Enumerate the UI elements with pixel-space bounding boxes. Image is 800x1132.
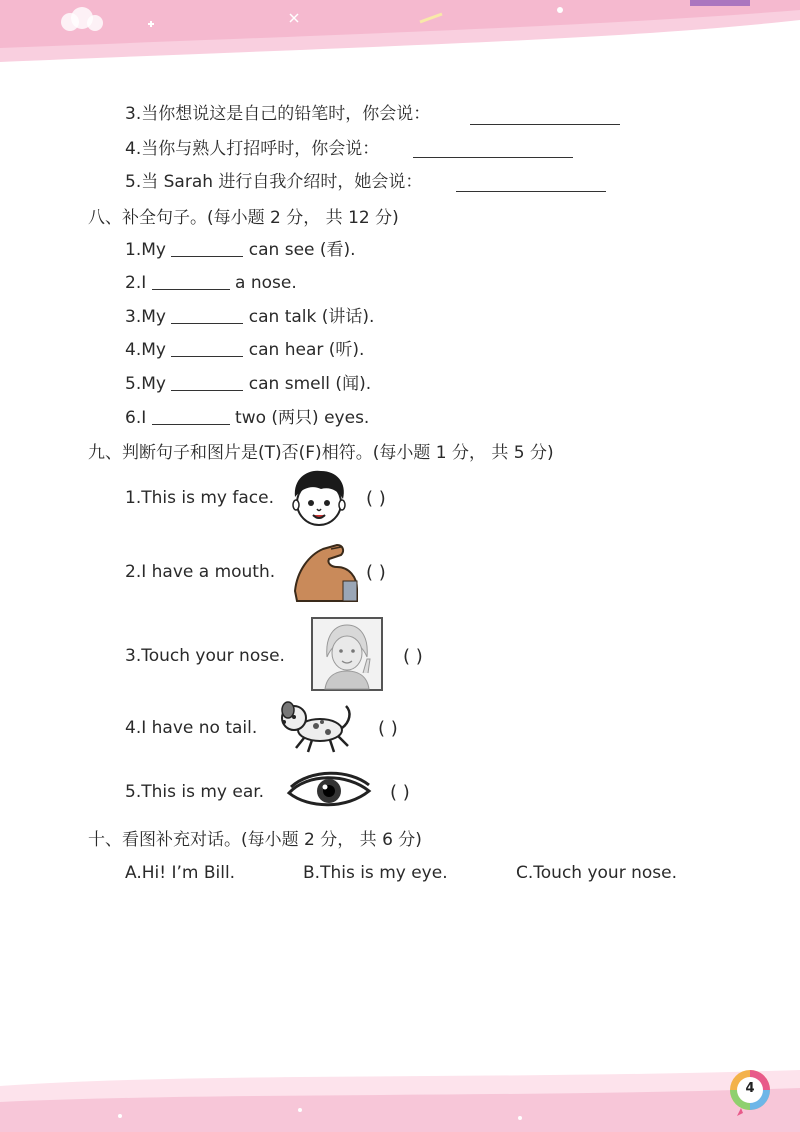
judge-answer-1[interactable]: ( ) xyxy=(366,488,386,509)
answer-blank-5[interactable] xyxy=(456,172,606,192)
fill-blank-3[interactable] xyxy=(171,305,243,324)
section-9-heading: 九、判断句子和图片是(T)否(F)相符。(每小题 1 分， 共 5 分) xyxy=(88,443,554,463)
section-8-heading: 八、补全句子。(每小题 2 分， 共 12 分) xyxy=(88,208,399,228)
question-5-text: 5.当 Sarah 进行自我介绍时，她会说： xyxy=(125,172,423,192)
fill-item-3 xyxy=(125,305,374,328)
dialog-option-c: C.Touch your nose. xyxy=(516,863,677,883)
fill-item-2-num: 2.I xyxy=(125,273,147,293)
fill-item-6-num: 6.I xyxy=(125,408,147,428)
answer-blank-3[interactable] xyxy=(470,105,620,125)
judge-answer-3[interactable]: ( ) xyxy=(403,646,423,667)
fill-item-6-rest: two (两只) eyes. xyxy=(235,408,370,428)
fill-blank-4[interactable] xyxy=(171,338,243,357)
judge-answer-4[interactable]: ( ) xyxy=(378,718,398,739)
fill-item-1-rest: can see (看). xyxy=(248,240,356,260)
bottom-decorative-band xyxy=(0,1062,800,1132)
question-3 xyxy=(125,103,430,125)
page-number: 4 xyxy=(745,1081,755,1096)
fill-item-1 xyxy=(125,238,356,261)
fill-blank-2[interactable] xyxy=(152,271,230,290)
answer-blank-4[interactable] xyxy=(413,138,573,158)
page-number-badge xyxy=(727,1068,773,1118)
fill-item-4-num: 4.My xyxy=(125,340,166,360)
fill-item-4 xyxy=(125,338,364,361)
fill-item-5-rest: can smell (闻). xyxy=(248,374,372,394)
fill-item-3-rest: can talk (讲话). xyxy=(248,307,375,327)
fill-blank-6[interactable] xyxy=(152,406,230,425)
fill-item-1-num: 1.My xyxy=(125,240,166,260)
section-10-heading: 十、看图补充对话。(每小题 2 分， 共 6 分) xyxy=(88,830,422,850)
judge-item-3-text: 3.Touch your nose. xyxy=(125,646,285,666)
judge-item-5-text: 5.This is my ear. xyxy=(125,782,265,802)
girl-photo-icon xyxy=(311,617,383,691)
judge-answer-5[interactable]: ( ) xyxy=(390,782,410,803)
question-5 xyxy=(125,171,422,193)
fill-item-5-num: 5.My xyxy=(125,374,166,394)
question-3-text: 3.当你想说这是自己的铅笔时，你会说： xyxy=(125,104,431,124)
question-4 xyxy=(125,138,379,160)
dog-icon xyxy=(276,698,358,754)
arm-icon xyxy=(291,541,359,603)
fill-blank-1[interactable] xyxy=(171,238,243,257)
boy-face-icon xyxy=(287,467,351,529)
eye-icon xyxy=(285,769,373,813)
question-4-text: 4.当你与熟人打招呼时，你会说： xyxy=(125,139,380,159)
fill-item-2-rest: a nose. xyxy=(235,273,297,293)
fill-item-3-num: 3.My xyxy=(125,307,166,327)
fill-item-4-rest: can hear (听). xyxy=(248,340,365,360)
dialog-option-b: B.This is my eye. xyxy=(303,863,448,883)
dialog-option-a: A.Hi! I’m Bill. xyxy=(125,863,236,883)
judge-item-1-text: 1.This is my face. xyxy=(125,488,274,508)
fill-item-6 xyxy=(125,406,369,429)
top-decorative-band xyxy=(0,0,800,72)
fill-item-5 xyxy=(125,372,371,395)
fill-blank-5[interactable] xyxy=(171,372,243,391)
judge-item-2-text: 2.I have a mouth. xyxy=(125,562,276,582)
judge-item-4-text: 4.I have no tail. xyxy=(125,718,258,738)
judge-answer-2[interactable]: ( ) xyxy=(366,562,386,583)
fill-item-2 xyxy=(125,271,297,294)
